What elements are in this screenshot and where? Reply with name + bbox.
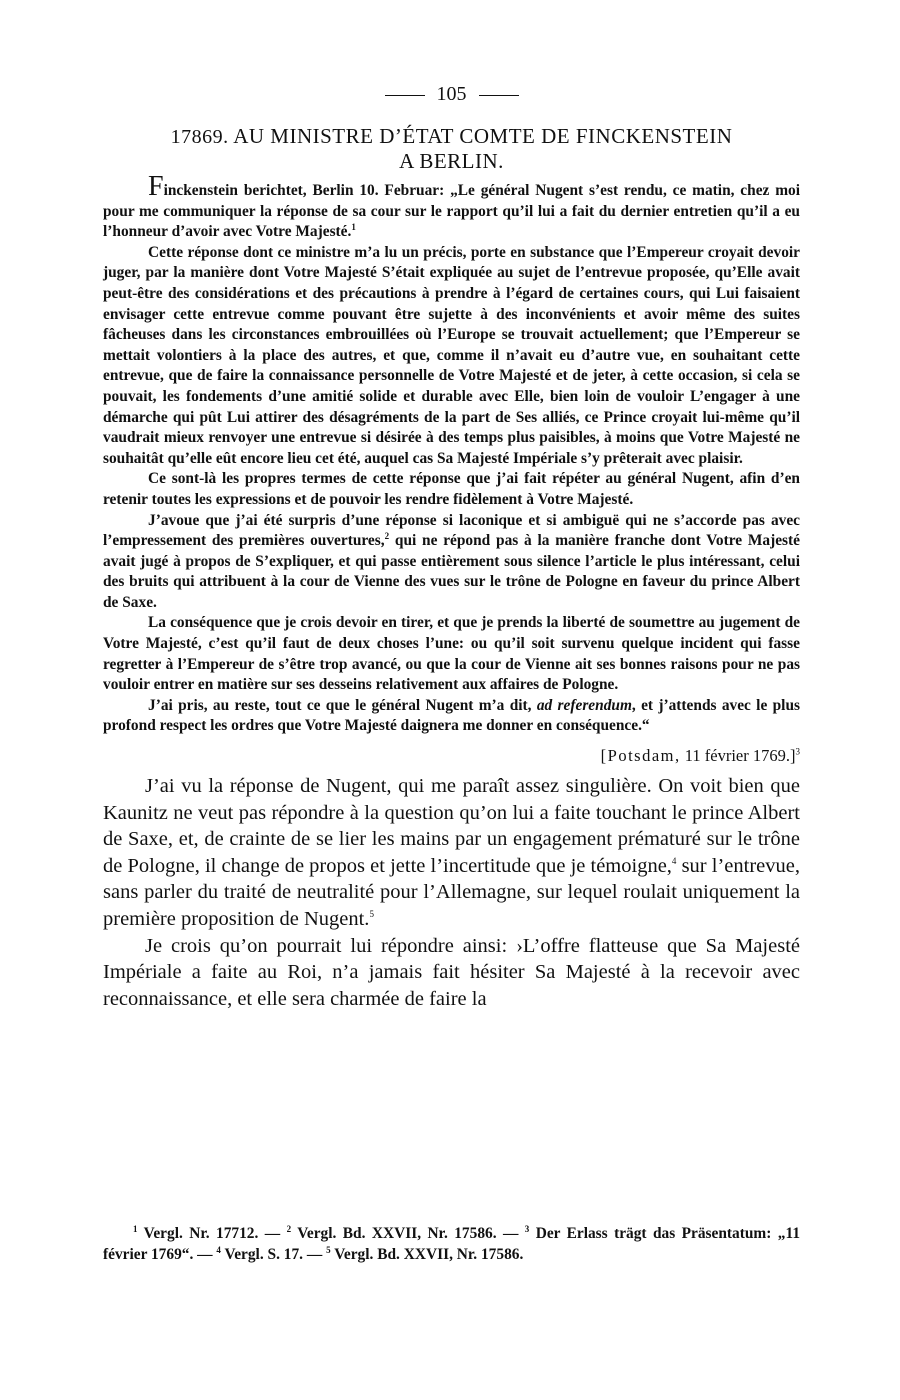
page-number — [103, 82, 800, 106]
footnote-text-4: Vergl. S. 17. — — [220, 1245, 323, 1263]
reply-p1-text-b: sur l’entrevue, sans parler du traité de neutralité pour l’Allemagne, sur lequel roulait uniquement la première proposition de Nugent. — [103, 854, 800, 930]
document-number: 17869. — [170, 126, 229, 148]
left-dash-rule — [385, 95, 425, 96]
report-p4-text-b: qui ne répond pas à la manière franche dont Votre Majesté avait jugé à propos de S’expliquer, et qui passe entièrement sous silence l’article le plus intéressant, celui des bruits qui attribuent à la cour de Vienne des vues sur le trône de Pologne en faveur du prince Albert de Saxe. — [103, 532, 800, 611]
report-p6-text-b: , et j’attends avec le plus profond respect les ordres que Votre Majesté daignera me donner en conséquence.“ — [103, 696, 800, 735]
report-paragraph-3: Ce sont-là les propres termes de cette réponse que j’ai fait répéter au général Nugent, afin d’en retenir toutes les expressions et de pouvoir les rendre fidèlement à Votre Majesté. — [103, 470, 800, 508]
footnote-ref-2: 2 — [384, 530, 390, 541]
page-content — [103, 82, 800, 1012]
report-paragraph-5: La conséquence que je crois devoir en tirer, et que je prends la liberté de soumettre au jugement de Votre Majesté, c’est qu’il faut de deux choses l’une: ou qu’il soit survenu quelque incident qui fasse regretter à l’Empereur de s’être trop avancé, ou que la cour de Vienne ait ses bonnes raisons pour ne pas vouloir entrer en matière sur ses desseins relativement aux affaires de Pologne. — [103, 614, 800, 694]
footnote-ref-4: 4 — [671, 855, 677, 866]
report-paragraph-6 — [103, 696, 800, 737]
footnote-5 — [326, 1246, 523, 1263]
footnote-1 — [133, 1225, 280, 1242]
footnote-mark-2: 2 — [286, 1223, 292, 1234]
footnote-2 — [287, 1225, 519, 1242]
footnote-ref-3: 3 — [795, 746, 800, 757]
footnote-text-3: Der Erlass trägt das Präsentatum: „11 février 1769“. — — [103, 1225, 801, 1263]
title-line-1: AU MINISTRE D’ÉTAT COMTE DE FINCKENSTEIN — [233, 124, 733, 148]
reply-p1-text-a: J’ai vu la réponse de Nugent, qui me paraît assez singulière. On voit bien que Kaunitz ne veut pas répondre à la question qu’on lui a faite touchant le prince Albert de Saxe, et, de crainte de se lier les mains par un engagement prématuré sur le trône de Pologne, il change de propos et jette l’incertitude que je témoigne, — [103, 775, 800, 877]
reply-paragraph-1 — [103, 773, 800, 933]
footnote-ref-5: 5 — [369, 909, 374, 920]
footnote-text-1: Vergl. Nr. 17712. — — [137, 1225, 281, 1242]
right-dash-rule — [479, 95, 519, 96]
title-line-2: A BERLIN. — [399, 149, 504, 173]
dateline-place: [Potsdam, — [600, 746, 681, 766]
report-paragraph-4 — [103, 511, 800, 614]
dateline-date: 11 février 1769.] — [680, 746, 796, 766]
footnote-ref-1: 1 — [351, 222, 356, 233]
footnote-mark-1: 1 — [133, 1223, 138, 1234]
dateline — [103, 745, 800, 767]
footnote-text-5: Vergl. Bd. XXVII, Nr. 17586. — [330, 1245, 524, 1263]
footnote-mark-4: 4 — [216, 1244, 221, 1255]
footnotes — [103, 1224, 800, 1265]
footnote-mark-3: 3 — [524, 1223, 530, 1234]
report-p6-italic: ad referendum — [536, 696, 632, 714]
drop-cap: F — [148, 171, 164, 202]
report-paragraph-1 — [103, 171, 800, 243]
report-p4-text-a: J’avoue que j’ai été surpris d’une réponse si laconique et si ambiguë qui ne s’accorde pas avec l’empressement des premières ouvertures, — [103, 511, 800, 550]
footnote-text-2: Vergl. Bd. XXVII, Nr. 17586. — — [291, 1225, 519, 1242]
document-title — [103, 124, 800, 173]
report-lead-word: inckenstein — [163, 182, 238, 199]
footnote-mark-5: 5 — [326, 1244, 331, 1255]
report-paragraph-2: Cette réponse dont ce ministre m’a lu un précis, porte en substance que l’Empereur croyait devoir juger, par la manière dont Votre Majesté S’était expliquée au sujet de l’entrevue proposée, qu’Elle avait peut-être des considérations et des précautions à prendre à l’égard de certaines cours, qui Lui faisaient envisager cette entrevue comme pouvant être sujette à des inconvénients et avoir même des suites fâcheuses dans les circonstances embrouillées où l’Europe se trouvait actuellement; que l’Empereur se mettait volontiers à la place des autres, et que, comme il n’avait eu d’autre vue, en souhaitant cette entrevue, que de faire la connaissance personnelle de Votre Majesté et de jeter, à cette occasion, si cela se pouvait, les fondements d’une amitié solide et durable avec Elle, bien loin de vouloir L’engager à une démarche qui pût Lui attirer des désagréments de la part de Ses alliés, ce Prince croyait lui-même qu’il vaudrait mieux renvoyer une entrevue si désirée à des temps plus paisibles, à moins que Votre Majesté ne souhaitât qu’elle eût encore lieu cet été, auquel cas Sa Majesté Impériale s’y prêterait avec plaisir. — [103, 243, 800, 467]
finckenstein-report — [103, 171, 800, 737]
footnote-4 — [216, 1246, 322, 1263]
report-p6-text-a: J’ai pris, au reste, tout ce que le général Nugent m’a dit, — [148, 696, 537, 714]
report-p1-text: berichtet, Berlin 10. Februar: „Le général Nugent s’est rendu, ce matin, chez moi pour me communiquer la réponse de sa cour sur le rapport qu’il lui a fait du dernier entretien qu’il a eu l’honneur d’avoir avec Votre Majesté. — [103, 182, 800, 241]
page-number-text: 105 — [436, 83, 467, 105]
king-reply — [103, 773, 800, 1012]
reply-paragraph-2: Je crois qu’on pourrait lui répondre ainsi: ›L’offre flatteuse que Sa Majesté Impériale a faite au Roi, n’a jamais fait hésiter Sa Majesté à la recevoir avec reconnaissance, et elle sera charmée de faire la — [103, 934, 800, 1010]
